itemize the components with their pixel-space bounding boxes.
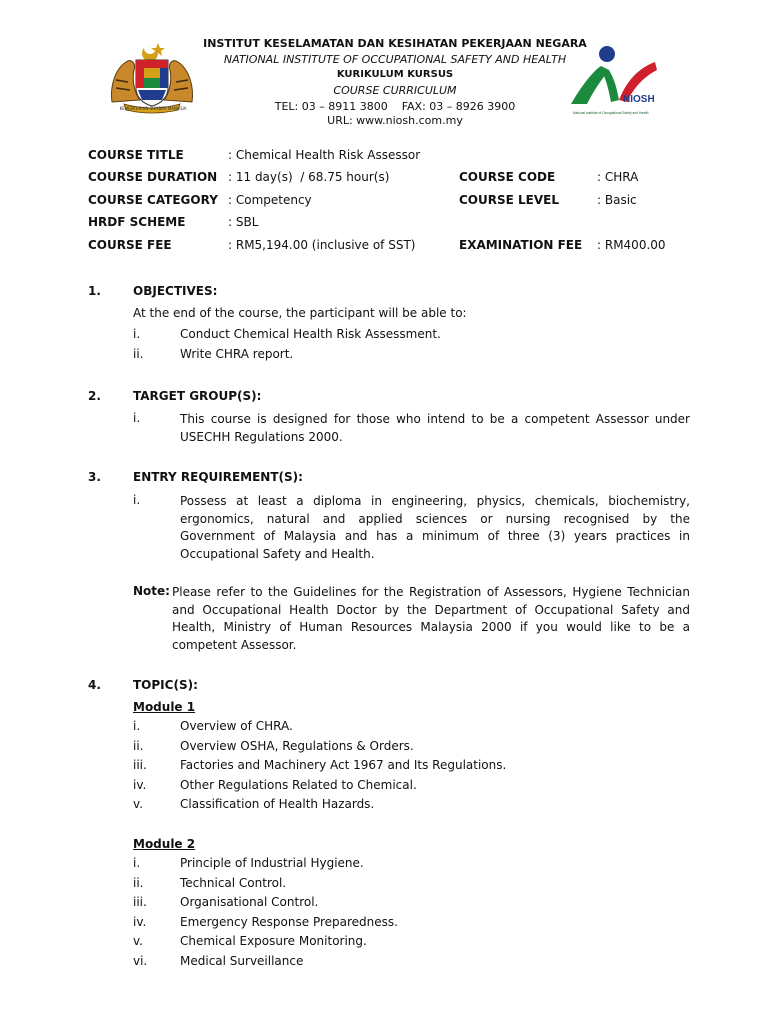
curriculum-title-en: COURSE CURRICULUM — [333, 84, 457, 97]
entry-line-1: Possess at least a diploma in engineering, physics, chemicals, biochemistry, — [180, 494, 690, 508]
section-title-entry: ENTRY REQUIREMENT(S): — [133, 470, 303, 484]
note-line-1: Please refer to the Guidelines for the Registration of Assessors, Hygiene Technician — [172, 585, 690, 599]
list-item: Principle of Industrial Hygiene. — [180, 856, 364, 870]
institute-name-ms: INSTITUT KESELAMATAN DAN KESIHATAN PEKERJAAN NEGARA — [203, 37, 587, 50]
section-title-topics: TOPIC(S): — [133, 678, 198, 692]
examination-fee-value: : RM400.00 — [597, 238, 666, 252]
list-item-number: i. — [133, 493, 141, 507]
list-item-number: iv. — [133, 915, 147, 929]
entry-line-3: Government of Malaysia and has a minimum of three (3) years practices in — [180, 529, 690, 543]
list-item: Overview OSHA, Regulations & Orders. — [180, 739, 414, 753]
course-code-value: : CHRA — [597, 170, 639, 184]
list-item: Chemical Exposure Monitoring. — [180, 934, 367, 948]
entry-line-2: ergonomics, natural and applied sciences or nursing recognised by the — [180, 511, 690, 526]
course-duration-value: : 11 day(s) / 68.75 hour(s) — [228, 170, 390, 184]
crest-caption: KEMENTERIAN SUMBER MANUSIA — [119, 106, 187, 111]
course-title-label: COURSE TITLE — [88, 148, 184, 162]
objectives-intro: At the end of the course, the participant will be able to: — [133, 306, 467, 320]
module-1-title: Module 1 — [133, 700, 196, 714]
note-paragraph — [172, 584, 690, 654]
course-title-value: : Chemical Health Risk Assessor — [228, 148, 421, 162]
course-fee-value: : RM5,194.00 (inclusive of SST) — [228, 238, 416, 252]
entry-line-4: Occupational Safety and Health. — [180, 546, 375, 561]
list-item-number: i. — [133, 411, 141, 425]
course-duration-label: COURSE DURATION — [88, 170, 218, 184]
examination-fee-label: EXAMINATION FEE — [459, 238, 583, 252]
module-2-title: Module 2 — [133, 837, 196, 851]
target-paragraph — [180, 411, 690, 446]
list-item-number: ii. — [133, 739, 144, 753]
website-url[interactable]: URL: www.niosh.com.my — [327, 114, 463, 127]
section-number-topics: 4. — [88, 678, 101, 692]
list-item-number: v. — [133, 934, 143, 948]
hrdf-scheme-value: : SBL — [228, 215, 259, 229]
course-category-label: COURSE CATEGORY — [88, 193, 218, 207]
section-title-target: TARGET GROUP(S): — [133, 389, 262, 403]
hrdf-scheme-label: HRDF SCHEME — [88, 215, 186, 229]
list-item-number: vi. — [133, 954, 148, 968]
niosh-logo-text: NIOSH — [623, 94, 655, 105]
contact-info: TEL: 03 – 8911 3800 FAX: 03 – 8926 3900 — [274, 100, 516, 113]
list-item: Factories and Machinery Act 1967 and Its Regulations. — [180, 758, 507, 772]
list-item-number: ii. — [133, 876, 144, 890]
list-item-number: ii. — [133, 347, 144, 361]
list-item-number: i. — [133, 327, 141, 341]
list-item-number: i. — [133, 719, 141, 733]
list-item: Overview of CHRA. — [180, 719, 293, 733]
list-item-number: i. — [133, 856, 141, 870]
list-item: Organisational Control. — [180, 895, 319, 909]
list-item-number: v. — [133, 797, 143, 811]
list-item: Medical Surveillance — [180, 954, 304, 968]
list-item: Classification of Health Hazards. — [180, 797, 375, 811]
note-line-2: and Occupational Health Doctor by the Department of Occupational Safety and — [172, 602, 690, 617]
list-item-number: iv. — [133, 778, 147, 792]
section-number-objectives: 1. — [88, 284, 101, 298]
list-item: Other Regulations Related to Chemical. — [180, 778, 417, 792]
course-code-label: COURSE CODE — [459, 170, 556, 184]
course-level-value: : Basic — [597, 193, 637, 207]
list-item-number: iii. — [133, 758, 147, 772]
section-number-entry: 3. — [88, 470, 101, 484]
niosh-logo-subtext: National Institute of Occupational Safety and Health — [573, 111, 649, 115]
course-level-label: COURSE LEVEL — [459, 193, 559, 207]
malaysia-coat-of-arms-icon — [104, 40, 200, 114]
note-line-4: competent Assessor. — [172, 637, 297, 652]
institute-name-en: NATIONAL INSTITUTE OF OCCUPATIONAL SAFETY AND HEALTH — [223, 53, 567, 66]
note-label: Note: — [133, 584, 170, 598]
entry-paragraph — [180, 493, 690, 563]
curriculum-title-ms: KURIKULUM KURSUS — [336, 69, 454, 80]
target-line-1: This course is designed for those who intend to be a competent Assessor under — [180, 412, 690, 426]
course-category-value: : Competency — [228, 193, 312, 207]
list-item: Conduct Chemical Health Risk Assessment. — [180, 327, 441, 341]
section-title-objectives: OBJECTIVES: — [133, 284, 218, 298]
section-number-target: 2. — [88, 389, 101, 403]
list-item: Technical Control. — [180, 876, 287, 890]
list-item: Emergency Response Preparedness. — [180, 915, 398, 929]
course-fee-label: COURSE FEE — [88, 238, 172, 252]
list-item-number: iii. — [133, 895, 147, 909]
list-item: Write CHRA report. — [180, 347, 294, 361]
target-line-2: USECHH Regulations 2000. — [180, 429, 343, 444]
note-line-3: Health, Ministry of Human Resources Malaysia 2000 if you would like to be a — [172, 620, 690, 634]
